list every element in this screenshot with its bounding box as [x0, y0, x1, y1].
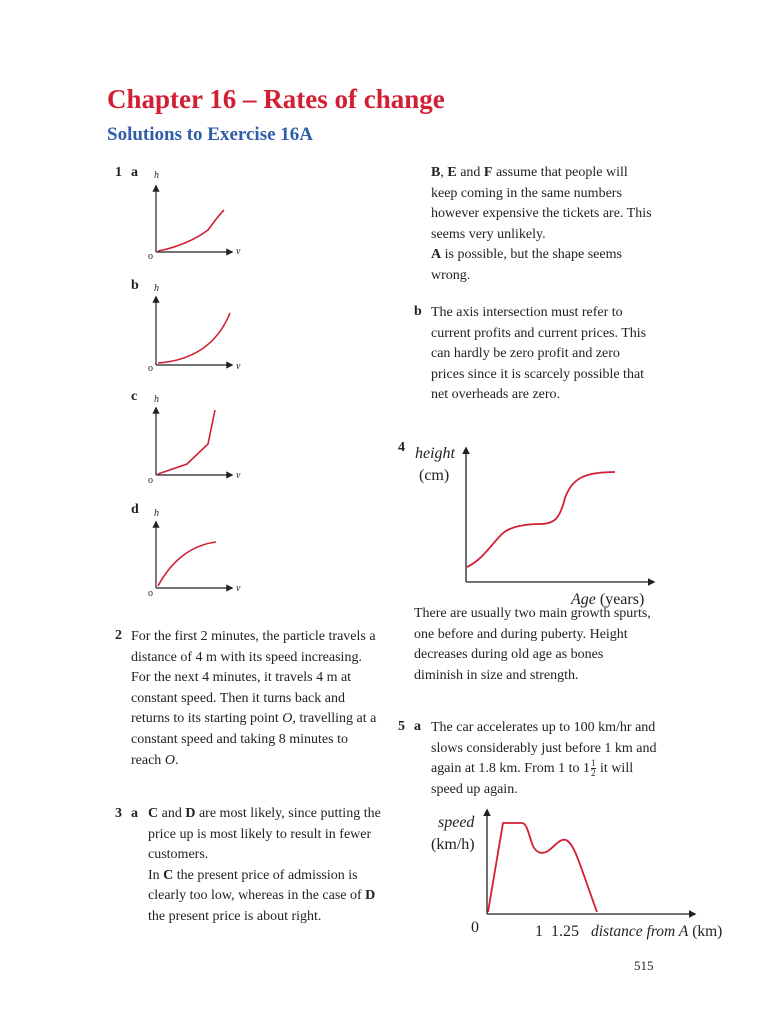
q3a-label: a — [131, 806, 138, 821]
question-5-number: 5 — [398, 719, 405, 734]
question-3-number: 3 — [115, 806, 122, 821]
option-c: C — [163, 867, 174, 883]
x-axis-label: v — [236, 361, 241, 372]
q2-text-2: , travelling at a constant speed and taking 8 minutes to reach — [131, 711, 377, 768]
question-2-answer — [131, 627, 377, 771]
origin-label: o — [148, 363, 153, 374]
point-o: O — [282, 711, 293, 727]
x-axis-unit: (km) — [688, 923, 723, 940]
exercise-title: Solutions to Exercise 16A — [107, 124, 314, 145]
q4-height-graph — [410, 438, 660, 610]
q3a-in: In — [148, 867, 164, 883]
connector: and — [158, 806, 186, 821]
q3a-continuation — [431, 163, 653, 287]
x-axis-label: v — [236, 246, 241, 257]
page-number: 515 — [634, 958, 654, 973]
q3-cont-text-1: assume that people will keep coming in the same numbers however expensive the tickets are. This seems very unlikely. — [431, 165, 652, 242]
one-half-fraction — [591, 759, 596, 778]
x-axis-label — [591, 923, 722, 940]
tick-label-1: 1 — [535, 923, 543, 940]
option-d: D — [185, 806, 196, 821]
origin-label: o — [148, 251, 153, 262]
q4-answer: There are usually two main growth spurts, one before and during puberty. Height decreases during old age as bones diminish in size and strength. — [414, 606, 651, 683]
q1a-label: a — [131, 165, 138, 180]
q1b-graph — [140, 275, 250, 385]
x-axis-label: v — [236, 470, 241, 481]
origin-label: o — [148, 588, 153, 599]
y-axis-unit: (km/h) — [431, 836, 475, 853]
q1d-graph — [140, 500, 250, 610]
q1b-label: b — [131, 278, 139, 293]
q5a-label: a — [414, 719, 421, 734]
x-axis-label-text: distance from A — [591, 923, 689, 940]
speed-curve — [488, 823, 597, 912]
q5-text-2: it will speed up again. — [431, 761, 634, 797]
q2-text-3: . — [174, 752, 179, 768]
y-axis-label: h — [154, 508, 159, 519]
origin-label: o — [148, 475, 153, 486]
question-2-number: 2 — [115, 628, 122, 643]
y-axis-label: h — [154, 394, 159, 405]
q3a-text-2: the present price of admission is clearly too low, whereas in the case of — [148, 867, 366, 904]
q1c-graph — [140, 386, 250, 496]
separator: , — [440, 165, 448, 180]
connector: and — [456, 165, 484, 180]
q3b-answer: The axis intersection must refer to current profits and current prices. This can hardly be zero profit and zero prices since it is scarcely possible that net overheads are zero. — [431, 305, 647, 403]
y-axis-label: speed — [438, 814, 475, 831]
y-axis-label: height — [415, 445, 455, 462]
option-c: C — [148, 806, 159, 821]
q3a-text-3: the present price is about right. — [148, 908, 322, 924]
option-a: A — [431, 247, 442, 263]
q1c-label: c — [131, 389, 138, 404]
x-axis-unit: (years) — [595, 591, 645, 608]
x-axis-label-text: Age — [571, 591, 596, 608]
origin-label: 0 — [471, 919, 479, 936]
q5-speed-graph — [425, 806, 740, 941]
option-e: E — [447, 165, 457, 180]
point-o-end: O — [164, 752, 175, 768]
y-axis-label: h — [154, 283, 159, 294]
fraction-denominator: 2 — [591, 768, 596, 779]
q3a-answer — [148, 804, 388, 928]
tick-label-1-25: 1.25 — [551, 923, 579, 940]
q1d-label: d — [131, 502, 139, 517]
curve — [158, 542, 216, 586]
x-axis-label: v — [236, 583, 241, 594]
q5-text-1: The car accelerates up to 100 km/hr and slows considerably just before 1 km and again at 1.8 km. From 1 to 1 — [431, 720, 657, 777]
q1a-graph — [140, 160, 250, 270]
option-d: D — [365, 888, 376, 904]
chapter-title: Chapter 16 – Rates of change — [107, 84, 445, 114]
option-b: B — [431, 165, 441, 180]
question-4-number: 4 — [398, 440, 405, 455]
q5a-answer — [431, 718, 665, 800]
q3b-label: b — [414, 304, 422, 319]
growth-curve — [467, 472, 615, 567]
y-axis-unit: (cm) — [419, 467, 450, 484]
curve — [158, 313, 230, 363]
curve — [158, 210, 224, 251]
option-f: F — [483, 165, 493, 180]
y-axis-label: h — [154, 170, 159, 181]
q3-cont-text-2: is possible, but the shape seems wrong. — [431, 247, 622, 283]
question-1-number: 1 — [115, 165, 122, 180]
curve — [158, 410, 215, 474]
q3a-text-1: are most likely, since putting the price up is most likely to result in fewer customers. — [148, 806, 381, 863]
fraction-numerator: 1 — [591, 758, 596, 769]
q2-text-1: For the first 2 minutes, the particle travels a distance of 4 m with its speed increasing. For the next 4 minutes, it travels 4 m at constant speed. Then it turns back and returns to its starting point — [131, 629, 376, 727]
